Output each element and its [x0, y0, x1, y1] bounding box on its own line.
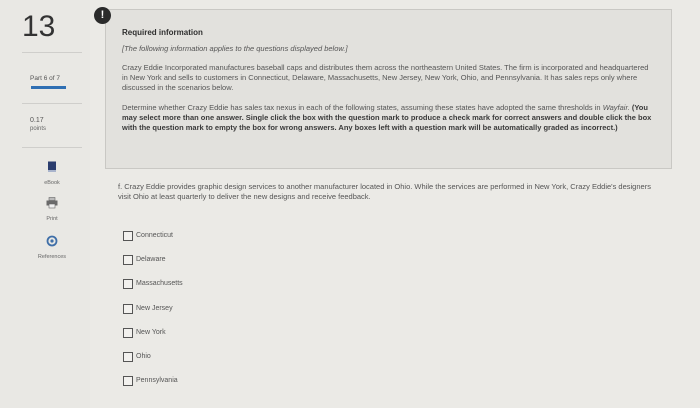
info-paragraph-instructions [122, 103, 655, 133]
alert-icon: ! [94, 7, 111, 24]
ebook-icon [32, 160, 72, 178]
question-number: 13 [22, 10, 56, 43]
option-label: Pennsylvania [136, 377, 178, 384]
references-label: References [37, 254, 67, 260]
checkbox[interactable] [123, 279, 133, 289]
part-progress-bar [31, 86, 66, 89]
points-value: 0.17 [30, 117, 44, 124]
checkbox[interactable] [123, 376, 133, 386]
option-label: Delaware [136, 256, 166, 263]
option-label: Connecticut [136, 232, 173, 239]
print-label: Print [46, 216, 58, 222]
instructions-italic: Wayfair. [602, 103, 630, 112]
checkbox[interactable] [123, 255, 133, 265]
divider [22, 103, 82, 104]
option-label: Ohio [136, 353, 151, 360]
info-title: Required information [122, 28, 203, 37]
left-sidebar [0, 0, 90, 408]
question-text: f. Crazy Eddie provides graphic design services to another manufacturer located in Ohio. While the services are performed in New York, Crazy Eddie's designers visit Ohio at least quarterly to deliver the new designs and receive feedback. [118, 182, 651, 201]
info-paragraph-company: Crazy Eddie Incorporated manufactures baseball caps and distributes them across the northeastern United States. The firm is incorporated and headquartered in New York and sells to customers in Connecticut, Delaware, Massachusetts, New Jersey, New York, Ohio, and Pennsylvania. It has sales reps only where discussed in the scenarios below. [122, 63, 649, 92]
instructions-text: Determine whether Crazy Eddie has sales tax nexus in each of the following states, assuming these states have adopted the same thresholds in [122, 103, 603, 112]
ebook-label: eBook [44, 180, 60, 186]
checkbox[interactable] [123, 328, 133, 338]
part-label: Part 6 of 7 [30, 75, 60, 82]
option-label: New York [136, 329, 166, 336]
required-information-box [105, 9, 672, 169]
checkbox[interactable] [123, 304, 133, 314]
option-label: Massachusetts [136, 280, 183, 287]
instructions-bold: (You may select more than one answer. Single click the box with the question mark to produce a check mark for correct answers and double click the box with the question mark to empty the box for wrong answers. Any boxes left with a question mark will be automatically graded as incorrect.) [122, 103, 652, 132]
divider [22, 52, 82, 53]
references-icon [32, 234, 72, 252]
ebook-button[interactable] [32, 160, 72, 186]
info-subtitle: [The following information applies to the questions displayed below.] [122, 44, 348, 53]
checkbox[interactable] [123, 352, 133, 362]
divider [22, 147, 82, 148]
references-button[interactable] [32, 234, 72, 260]
checkbox[interactable] [123, 231, 133, 241]
option-label: New Jersey [136, 305, 173, 312]
print-button[interactable] [32, 196, 72, 222]
points-label: points [30, 126, 47, 132]
printer-icon [32, 196, 72, 214]
